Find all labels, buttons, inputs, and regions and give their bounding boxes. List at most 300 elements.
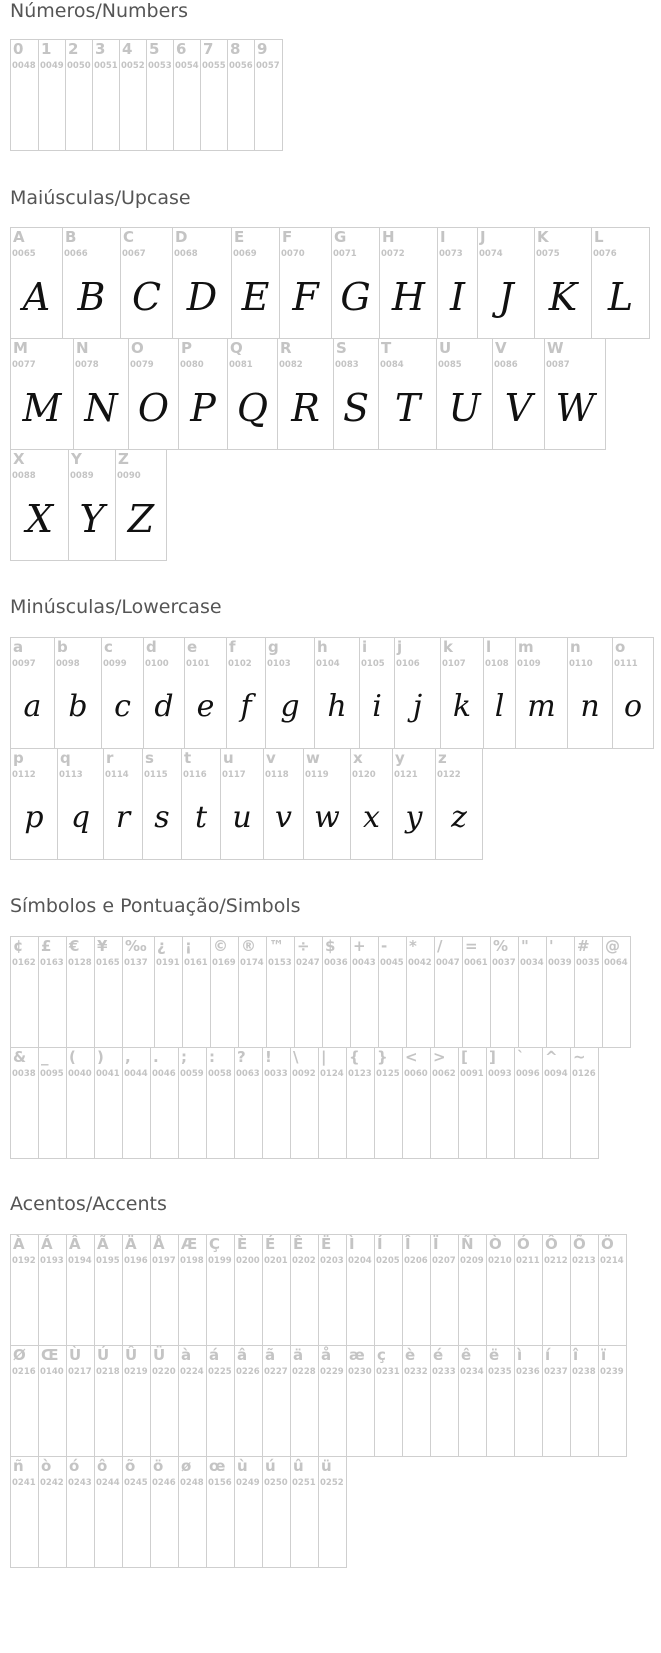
- glyph-cell: [66, 1345, 95, 1457]
- glyph-cell: [374, 1234, 403, 1346]
- glyph-preview: E: [241, 275, 270, 319]
- glyph-cell: [150, 1234, 179, 1346]
- glyph-char-label: Ï: [433, 1235, 439, 1253]
- glyph-char-label: ¡: [185, 937, 192, 955]
- glyph-cell: [10, 1234, 39, 1346]
- glyph-row: [10, 936, 630, 1048]
- glyph-code-label: 0102: [228, 659, 252, 669]
- glyph-char-label: ©: [213, 937, 228, 955]
- glyph-code-label: 0156: [208, 1478, 232, 1488]
- glyph-code-label: 0097: [12, 659, 36, 669]
- glyph-cell: [178, 338, 228, 450]
- glyph-cell: [10, 1456, 39, 1568]
- glyph-cell: [290, 1234, 319, 1346]
- glyph-char-label: ): [97, 1048, 104, 1066]
- glyph-code-label: 0039: [548, 958, 572, 968]
- glyph-code-label: 0234: [460, 1367, 484, 1377]
- glyph-cell: [210, 936, 239, 1048]
- glyph-cell: [346, 1345, 375, 1457]
- glyph-code-label: 0109: [517, 659, 541, 669]
- glyph-char-label: P: [181, 339, 192, 357]
- glyph-char-label: W: [547, 339, 564, 357]
- glyph-code-label: 0084: [380, 360, 404, 370]
- glyph-cell: [294, 936, 323, 1048]
- glyph-preview: H: [391, 275, 426, 319]
- glyph-code-label: 0217: [68, 1367, 92, 1377]
- glyph-code-label: 0237: [544, 1367, 568, 1377]
- glyph-cell: [430, 1345, 459, 1457]
- glyph-code-label: 0094: [544, 1069, 568, 1079]
- glyph-code-label: 0093: [488, 1069, 512, 1079]
- glyph-char-label: i: [362, 638, 368, 656]
- glyph-code-label: 0191: [156, 958, 180, 968]
- glyph-char-label: I: [440, 228, 446, 246]
- glyph-code-label: 0241: [12, 1478, 36, 1488]
- glyph-code-label: 0064: [604, 958, 628, 968]
- glyph-cell: [10, 1047, 39, 1159]
- glyph-preview: d: [154, 689, 174, 724]
- glyph-preview: X: [25, 497, 54, 541]
- glyph-char-label: /: [437, 937, 443, 955]
- glyph-char-label: â: [237, 1346, 248, 1364]
- glyph-char-label: û: [293, 1457, 304, 1475]
- glyph-row: [10, 748, 482, 860]
- glyph-char-label: 0: [13, 40, 24, 58]
- glyph-cell: [350, 748, 393, 860]
- glyph-code-label: 0245: [124, 1478, 148, 1488]
- glyph-char-label: <: [405, 1048, 418, 1066]
- glyph-code-label: 0041: [96, 1069, 120, 1079]
- glyph-code-label: 0074: [479, 249, 503, 259]
- glyph-cell: [359, 637, 395, 749]
- glyph-cell: [374, 1345, 403, 1457]
- glyph-cell: [172, 227, 232, 339]
- glyph-cell: [544, 338, 606, 450]
- glyph-cell: [181, 748, 221, 860]
- glyph-code-label: 0099: [103, 659, 127, 669]
- glyph-code-label: 0063: [236, 1069, 260, 1079]
- glyph-code-label: 0117: [222, 770, 246, 780]
- glyph-code-label: 0083: [335, 360, 359, 370]
- glyph-code-label: 0242: [40, 1478, 64, 1488]
- glyph-preview: C: [131, 275, 162, 319]
- glyph-char-label: ç: [377, 1346, 386, 1364]
- glyph-char-label: è: [405, 1346, 416, 1364]
- glyph-cell: [290, 1047, 319, 1159]
- glyph-code-label: 0247: [296, 958, 320, 968]
- glyph-code-label: 0053: [148, 61, 172, 71]
- glyph-char-label: N: [76, 339, 89, 357]
- glyph-code-label: 0081: [229, 360, 253, 370]
- glyph-code-label: 0078: [75, 360, 99, 370]
- glyph-code-label: 0101: [186, 659, 210, 669]
- glyph-char-label: -: [381, 937, 388, 955]
- glyph-char-label: n: [570, 638, 581, 656]
- glyph-char-label: É: [265, 1235, 276, 1253]
- glyph-cell: [318, 1047, 347, 1159]
- glyph-char-label: ÷: [297, 937, 310, 955]
- glyph-code-label: 0075: [536, 249, 560, 259]
- glyph-char-label: Í: [377, 1235, 383, 1253]
- glyph-preview: h: [327, 689, 347, 724]
- glyph-cell: [318, 1456, 347, 1568]
- glyph-code-label: 0196: [124, 1256, 148, 1266]
- glyph-cell: [206, 1456, 235, 1568]
- glyph-cell: [612, 637, 654, 749]
- glyph-cell: [542, 1234, 571, 1346]
- glyph-cell: [178, 1345, 207, 1457]
- glyph-cell: [262, 1456, 291, 1568]
- glyph-code-label: 0091: [460, 1069, 484, 1079]
- glyph-code-label: 0095: [40, 1069, 64, 1079]
- glyph-cell: [486, 1047, 515, 1159]
- glyph-code-label: 0235: [488, 1367, 512, 1377]
- glyph-code-label: 0098: [56, 659, 80, 669]
- glyph-char-label: B: [65, 228, 77, 246]
- glyph-char-label: f: [229, 638, 236, 656]
- glyph-char-label: @: [605, 937, 620, 955]
- glyph-char-label: Ú: [97, 1346, 110, 1364]
- glyph-code-label: 0165: [96, 958, 120, 968]
- glyph-code-label: 0047: [436, 958, 460, 968]
- glyph-cell: [265, 637, 315, 749]
- glyph-cell: [178, 1047, 207, 1159]
- glyph-code-label: 0114: [105, 770, 129, 780]
- glyph-cell: [62, 227, 121, 339]
- glyph-char-label: L: [594, 228, 604, 246]
- glyph-char-label: Z: [118, 450, 129, 468]
- glyph-code-label: 0230: [348, 1367, 372, 1377]
- glyph-char-label: C: [123, 228, 135, 246]
- glyph-cell: [430, 1047, 459, 1159]
- glyph-char-label: |: [321, 1048, 327, 1066]
- glyph-preview: w: [314, 800, 340, 835]
- glyph-preview: G: [340, 275, 371, 319]
- glyph-char-label: ò: [41, 1457, 52, 1475]
- glyph-cell: [437, 227, 478, 339]
- glyph-preview: s: [154, 800, 170, 835]
- glyph-code-label: 0062: [432, 1069, 456, 1079]
- glyph-cell: [150, 1345, 179, 1457]
- glyph-code-label: 0066: [64, 249, 88, 259]
- glyph-char-label: Ä: [125, 1235, 137, 1253]
- glyph-char-label: T: [381, 339, 392, 357]
- glyph-cell: [486, 1234, 515, 1346]
- glyph-code-label: 0162: [12, 958, 36, 968]
- glyph-char-label: ú: [265, 1457, 276, 1475]
- glyph-cell: [38, 1456, 67, 1568]
- glyph-char-label: ¿: [157, 937, 166, 955]
- glyph-code-label: 0199: [208, 1256, 232, 1266]
- glyph-cell: [234, 1456, 263, 1568]
- glyph-char-label: à: [181, 1346, 192, 1364]
- glyph-char-label: Õ: [573, 1235, 586, 1253]
- glyph-cell: [279, 227, 332, 339]
- glyph-code-label: 0140: [40, 1367, 64, 1377]
- glyph-row: [10, 227, 649, 339]
- glyph-preview: Y: [79, 497, 105, 541]
- glyph-code-label: 0205: [376, 1256, 400, 1266]
- glyph-char-label: á: [209, 1346, 220, 1364]
- glyph-row: [10, 338, 605, 450]
- glyph-code-label: 0203: [320, 1256, 344, 1266]
- glyph-char-label: U: [439, 339, 452, 357]
- glyph-char-label: G: [334, 228, 347, 246]
- glyph-code-label: 0035: [576, 958, 600, 968]
- glyph-cell: [178, 1456, 207, 1568]
- glyph-cell: [10, 39, 39, 151]
- glyph-code-label: 0058: [208, 1069, 232, 1079]
- glyph-preview: O: [137, 386, 170, 430]
- glyph-char-label: !: [265, 1048, 272, 1066]
- glyph-code-label: 0073: [439, 249, 463, 259]
- glyph-cell: [574, 936, 603, 1048]
- glyph-code-label: 0070: [281, 249, 305, 259]
- glyph-code-label: 0068: [174, 249, 198, 259]
- glyph-cell: [378, 338, 437, 450]
- glyph-code-label: 0086: [494, 360, 518, 370]
- glyph-cell: [492, 338, 545, 450]
- glyph-cell: [143, 637, 185, 749]
- glyph-preview: N: [84, 386, 118, 430]
- glyph-code-label: 0065: [12, 249, 36, 259]
- glyph-code-label: 0087: [546, 360, 570, 370]
- glyph-char-label: e: [187, 638, 198, 656]
- glyph-char-label: r: [106, 749, 114, 767]
- glyph-char-label: h: [317, 638, 328, 656]
- glyph-code-label: 0124: [320, 1069, 344, 1079]
- glyph-char-label: E: [234, 228, 245, 246]
- glyph-char-label: 8: [230, 40, 241, 58]
- glyph-char-label: ô: [97, 1457, 108, 1475]
- glyph-code-label: 0219: [124, 1367, 148, 1377]
- glyph-char-label: ö: [153, 1457, 164, 1475]
- glyph-cell: [402, 1234, 431, 1346]
- glyph-preview: R: [291, 386, 320, 430]
- glyph-row: [10, 1456, 346, 1568]
- glyph-code-label: 0220: [152, 1367, 176, 1377]
- glyph-code-label: 0214: [600, 1256, 624, 1266]
- glyph-char-label: l: [486, 638, 492, 656]
- glyph-code-label: 0226: [236, 1367, 260, 1377]
- glyph-preview: j: [412, 689, 423, 724]
- glyph-preview: g: [280, 689, 300, 724]
- glyph-cell: [436, 338, 493, 450]
- glyph-cell: [318, 1234, 347, 1346]
- glyph-char-label: Ê: [293, 1235, 304, 1253]
- glyph-char-label: 7: [203, 40, 214, 58]
- glyph-char-label: w: [306, 749, 320, 767]
- glyph-char-label: í: [545, 1346, 551, 1364]
- glyph-code-label: 0216: [12, 1367, 36, 1377]
- glyph-code-label: 0055: [202, 61, 226, 71]
- glyph-code-label: 0044: [124, 1069, 148, 1079]
- glyph-code-label: 0228: [292, 1367, 316, 1377]
- glyph-cell: [66, 1047, 95, 1159]
- glyph-char-label: _: [41, 1048, 49, 1066]
- glyph-row: [10, 39, 282, 151]
- glyph-char-label: Â: [69, 1235, 81, 1253]
- glyph-preview: t: [194, 800, 208, 835]
- glyph-cell: [206, 1345, 235, 1457]
- glyph-cell: [546, 936, 575, 1048]
- glyph-char-label: ¢: [13, 937, 24, 955]
- glyph-code-label: 0213: [572, 1256, 596, 1266]
- glyph-char-label: s: [145, 749, 154, 767]
- glyph-cell: [314, 637, 360, 749]
- glyph-char-label: %: [493, 937, 509, 955]
- glyph-cell: [122, 1234, 151, 1346]
- glyph-cell: [122, 936, 155, 1048]
- glyph-code-label: 0072: [381, 249, 405, 259]
- glyph-code-label: 0252: [320, 1478, 344, 1488]
- glyph-cell: [379, 227, 438, 339]
- glyph-char-label: ™: [269, 937, 284, 955]
- glyph-cell: [206, 1047, 235, 1159]
- glyph-preview: S: [342, 386, 370, 430]
- glyph-code-label: 0236: [516, 1367, 540, 1377]
- glyph-cell: [92, 39, 120, 151]
- glyph-code-label: 0082: [279, 360, 303, 370]
- glyph-cell: [483, 637, 516, 749]
- glyph-cell: [10, 936, 39, 1048]
- glyph-row: [10, 449, 166, 561]
- glyph-char-label: ;: [181, 1048, 187, 1066]
- glyph-code-label: 0069: [233, 249, 257, 259]
- glyph-char-label: Ô: [545, 1235, 558, 1253]
- glyph-cell: [486, 1345, 515, 1457]
- glyph-char-label: D: [175, 228, 188, 246]
- glyph-char-label: 5: [149, 40, 160, 58]
- glyph-code-label: 0207: [432, 1256, 456, 1266]
- section-title: Maiúsculas/Upcase: [10, 187, 191, 209]
- glyph-cell: [402, 1345, 431, 1457]
- glyph-char-label: V: [495, 339, 507, 357]
- glyph-cell: [331, 227, 380, 339]
- glyph-preview: l: [494, 689, 505, 724]
- glyph-char-label: =: [465, 937, 478, 955]
- glyph-code-label: 0238: [572, 1367, 596, 1377]
- glyph-cell: [94, 936, 123, 1048]
- glyph-cell: [65, 39, 93, 151]
- glyph-code-label: 0119: [305, 770, 329, 780]
- glyph-cell: [318, 1345, 347, 1457]
- glyph-cell: [458, 1345, 487, 1457]
- glyph-preview: c: [114, 689, 131, 724]
- glyph-cell: [462, 936, 491, 1048]
- glyph-code-label: 0244: [96, 1478, 120, 1488]
- glyph-char-label: d: [146, 638, 157, 656]
- glyph-cell: [514, 1047, 543, 1159]
- glyph-code-label: 0033: [264, 1069, 288, 1079]
- glyph-char-label: å: [321, 1346, 332, 1364]
- glyph-cell: [94, 1234, 123, 1346]
- glyph-code-label: 0100: [145, 659, 169, 669]
- glyph-char-label: Ø: [13, 1346, 26, 1364]
- glyph-cell: [68, 449, 116, 561]
- glyph-cell: [402, 1047, 431, 1159]
- glyph-char-label: >: [433, 1048, 446, 1066]
- glyph-char-label: È: [237, 1235, 248, 1253]
- glyph-code-label: 0210: [488, 1256, 512, 1266]
- glyph-char-label: ï: [601, 1346, 607, 1364]
- glyph-code-label: 0218: [96, 1367, 120, 1377]
- glyph-char-label: :: [209, 1048, 215, 1066]
- glyph-cell: [234, 1047, 263, 1159]
- glyph-code-label: 0118: [265, 770, 289, 780]
- glyph-code-label: 0201: [264, 1256, 288, 1266]
- glyph-char-label: x: [353, 749, 363, 767]
- glyph-char-label: q: [60, 749, 71, 767]
- glyph-cell: [458, 1234, 487, 1346]
- glyph-preview: k: [452, 689, 472, 724]
- glyph-cell: [602, 936, 631, 1048]
- glyph-char-label: ä: [293, 1346, 304, 1364]
- glyph-cell: [226, 637, 266, 749]
- glyph-char-label: &: [13, 1048, 27, 1066]
- glyph-char-label: X: [13, 450, 25, 468]
- glyph-preview: A: [22, 275, 51, 319]
- glyph-char-label: v: [266, 749, 276, 767]
- glyph-cell: [10, 748, 58, 860]
- glyph-code-label: 0060: [404, 1069, 428, 1079]
- glyph-char-label: Æ: [181, 1235, 198, 1253]
- glyph-cell: [598, 1345, 627, 1457]
- glyph-code-label: 0227: [264, 1367, 288, 1377]
- glyph-code-label: 0113: [59, 770, 83, 780]
- glyph-cell: [567, 637, 613, 749]
- glyph-cell: [10, 227, 63, 339]
- glyph-char-label: ,: [125, 1048, 131, 1066]
- glyph-char-label: y: [395, 749, 405, 767]
- glyph-char-label: Ë: [321, 1235, 332, 1253]
- glyph-cell: [10, 338, 74, 450]
- glyph-code-label: 0049: [40, 61, 64, 71]
- glyph-char-label: é: [433, 1346, 444, 1364]
- glyph-cell: [150, 1456, 179, 1568]
- glyph-code-label: 0079: [130, 360, 154, 370]
- glyph-cell: [435, 748, 483, 860]
- glyph-code-label: 0076: [593, 249, 617, 259]
- glyph-cell: [406, 936, 435, 1048]
- glyph-char-label: z: [438, 749, 447, 767]
- glyph-char-label: 9: [257, 40, 268, 58]
- glyph-cell: [598, 1234, 627, 1346]
- glyph-code-label: 0071: [333, 249, 357, 259]
- glyph-preview: m: [527, 689, 556, 724]
- glyph-cell: [66, 1234, 95, 1346]
- glyph-char-label: ?: [237, 1048, 246, 1066]
- glyph-cell: [38, 1345, 67, 1457]
- glyph-code-label: 0108: [485, 659, 509, 669]
- glyph-code-label: 0229: [320, 1367, 344, 1377]
- glyph-code-label: 0112: [12, 770, 36, 780]
- glyph-char-label: ^: [545, 1048, 558, 1066]
- glyph-code-label: 0059: [180, 1069, 204, 1079]
- glyph-cell: [94, 1456, 123, 1568]
- glyph-code-label: 0233: [432, 1367, 456, 1377]
- glyph-cell: [570, 1345, 599, 1457]
- glyph-code-label: 0051: [94, 61, 118, 71]
- glyph-cell: [458, 1047, 487, 1159]
- glyph-code-label: 0120: [352, 770, 376, 780]
- glyph-code-label: 0040: [68, 1069, 92, 1079]
- glyph-cell: [184, 637, 227, 749]
- glyph-preview: J: [498, 275, 514, 319]
- glyph-code-label: 0089: [70, 471, 94, 481]
- glyph-preview: v: [275, 800, 292, 835]
- glyph-char-label: ‰: [125, 937, 147, 955]
